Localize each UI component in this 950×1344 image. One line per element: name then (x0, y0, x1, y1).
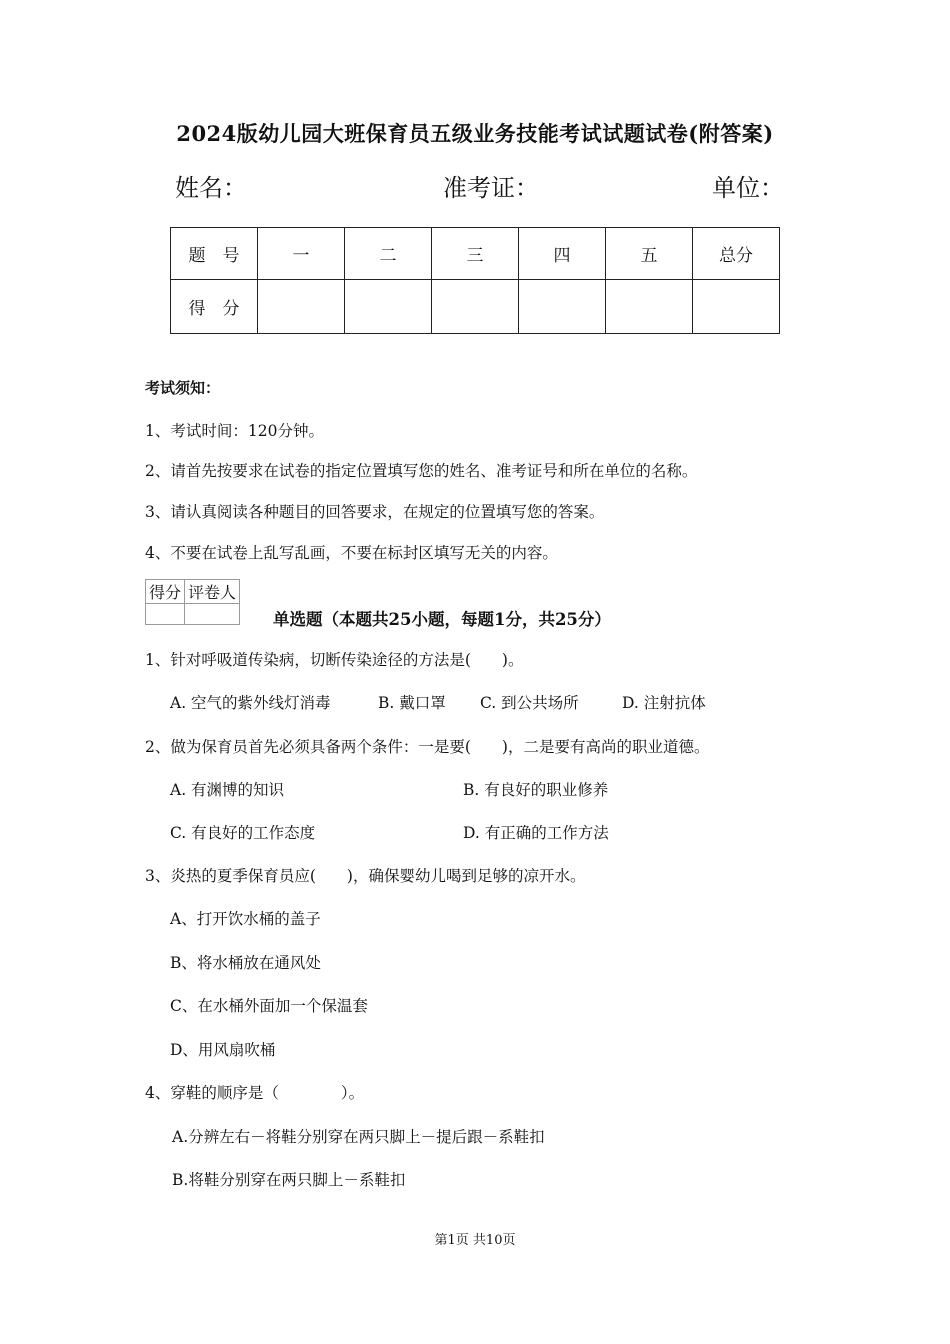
question-stem: 2、做为保育员首先必须具备两个条件：一是要( )，二是要有高尚的职业道德。 (145, 738, 710, 756)
question-option: C、在水桶外面加一个保温套 (170, 997, 368, 1015)
question-stem: 1、针对呼吸道传染病，切断传染途径的方法是( )。 (145, 651, 524, 669)
question-stem: 4、穿鞋的顺序是（ ）。 (145, 1084, 365, 1102)
question-option: A. 有渊博的知识 (170, 781, 285, 799)
question-option: D. 注射抗体 (622, 694, 706, 712)
question-option: C. 到公共场所 (480, 694, 579, 712)
notice-item: 2、请首先按要求在试卷的指定位置填写您的姓名、准考证号和所在单位的名称。 (145, 462, 698, 480)
score-table-header-cell: 总分 (693, 228, 780, 280)
score-table-header-cell: 四 (519, 228, 606, 280)
score-cell[interactable] (432, 280, 519, 334)
question-option: A. 空气的紫外线灯消毒 (170, 694, 331, 712)
notice-item: 4、不要在试卷上乱写乱画，不要在标封区填写无关的内容。 (145, 544, 558, 562)
notice-item: 3、请认真阅读各种题目的回答要求，在规定的位置填写您的答案。 (145, 503, 605, 521)
notice-item: 1、考试时间：120分钟。 (145, 422, 324, 440)
question-option: B、将水桶放在通风处 (170, 954, 321, 972)
score-table-header-row (171, 228, 780, 280)
page-number: 第1页 共10页 (434, 1233, 516, 1248)
score-table-header-cell: 一 (258, 228, 345, 280)
notice-heading: 考试须知： (145, 379, 221, 397)
unit-field-label: 单位： (712, 174, 784, 202)
question-option: D. 有正确的工作方法 (463, 824, 609, 842)
grader-score-label: 得分 (146, 580, 185, 604)
grader-name-cell[interactable] (185, 604, 240, 625)
question-option: B.将鞋分别穿在两只脚上－系鞋扣 (172, 1171, 406, 1189)
question-option: C. 有良好的工作态度 (170, 824, 316, 842)
question-option: A.分辨左右－将鞋分别穿在两只脚上－提后跟－系鞋扣 (172, 1128, 545, 1146)
grader-name-label: 评卷人 (185, 580, 240, 604)
section-title: 单选题（本题共25小题，每题1分，共25分） (273, 610, 611, 629)
question-option: D、用风扇吹桶 (170, 1041, 276, 1059)
question-stem: 3、炎热的夏季保育员应( )，确保婴幼儿喝到足够的凉开水。 (145, 867, 586, 885)
score-table (170, 227, 780, 334)
score-table-header-cell: 二 (345, 228, 432, 280)
question-option: B. 有良好的职业修养 (463, 781, 609, 799)
question-option: B. 戴口罩 (378, 694, 446, 712)
score-cell[interactable] (345, 280, 432, 334)
question-option: A、打开饮水桶的盖子 (170, 910, 321, 928)
score-cell[interactable] (606, 280, 693, 334)
page-title: 2024版幼儿园大班保育员五级业务技能考试试题试卷(附答案) (176, 121, 774, 146)
score-row-label: 得 分 (171, 280, 258, 334)
score-table-score-row (171, 280, 780, 334)
grader-box (145, 579, 240, 625)
score-cell[interactable] (693, 280, 780, 334)
score-table-header-cell: 五 (606, 228, 693, 280)
exam-id-field-label: 准考证： (443, 174, 539, 202)
score-table-header-cell: 题 号 (171, 228, 258, 280)
name-field-label: 姓名： (175, 174, 247, 202)
grader-score-cell[interactable] (146, 604, 185, 625)
score-cell[interactable] (519, 280, 606, 334)
score-table-header-cell: 三 (432, 228, 519, 280)
score-cell[interactable] (258, 280, 345, 334)
